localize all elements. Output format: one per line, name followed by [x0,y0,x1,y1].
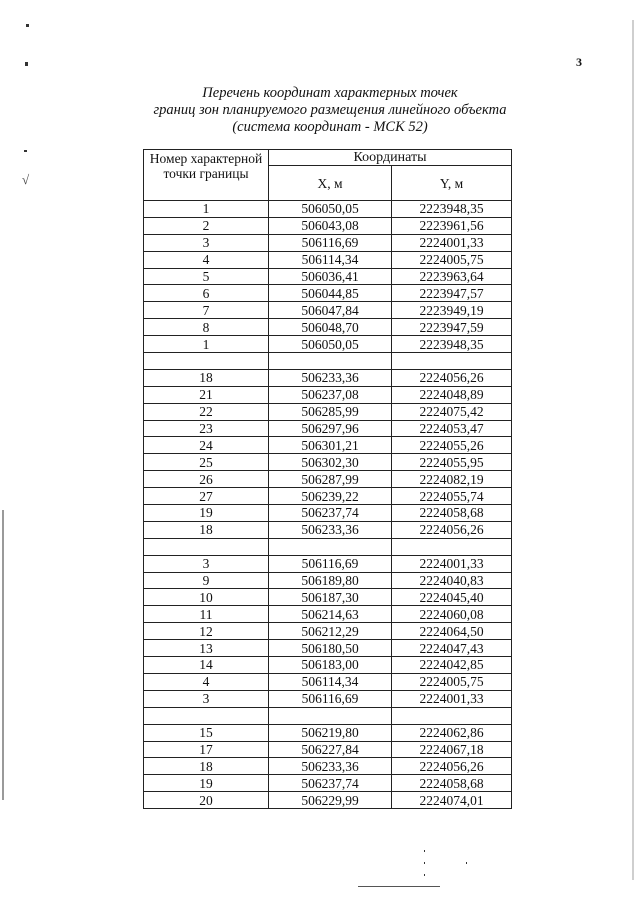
x-coordinate-cell: 506302,30 [269,454,392,471]
table-row [144,234,512,251]
x-coordinate-cell: 506227,84 [269,741,392,758]
table-row [144,775,512,792]
y-coordinate-cell: 2224082,19 [392,471,512,488]
point-number-cell: 4 [144,673,269,690]
table-row [144,454,512,471]
title-line-3: (система координат - МСК 52) [232,119,428,135]
scan-speck [26,24,29,27]
coordinates-table [143,149,512,809]
x-coordinate-cell [269,538,392,555]
y-coordinate-cell: 2224058,68 [392,505,512,522]
x-coordinate-cell: 506043,08 [269,217,392,234]
y-coordinate-cell [392,353,512,370]
y-coordinate-cell [392,538,512,555]
table-row [144,386,512,403]
y-coordinate-cell: 2223948,35 [392,201,512,218]
y-coordinate-cell: 2223947,57 [392,285,512,302]
point-number-cell [144,538,269,555]
y-coordinate-cell: 2223963,64 [392,268,512,285]
point-number-cell: 24 [144,437,269,454]
x-coordinate-cell: 506180,50 [269,640,392,657]
scan-speck [424,874,425,876]
y-coordinate-cell: 2223961,56 [392,217,512,234]
table-row [144,690,512,707]
x-coordinate-cell: 506116,69 [269,234,392,251]
scan-speck [25,62,28,66]
table-row [144,251,512,268]
table-row [144,471,512,488]
point-number-cell: 18 [144,758,269,775]
y-coordinate-cell: 2224056,26 [392,521,512,538]
point-number-cell: 10 [144,589,269,606]
y-coordinate-cell: 2224075,42 [392,403,512,420]
point-number-cell: 15 [144,724,269,741]
scan-edge-left [2,510,4,800]
header-x: X, м [269,166,392,201]
title-line-2: границ зон планируемого размещения линейного объекта [153,102,507,118]
table-row [144,741,512,758]
point-number-cell: 19 [144,775,269,792]
y-coordinate-cell: 2224005,75 [392,673,512,690]
y-coordinate-cell: 2224055,95 [392,454,512,471]
scan-speck [424,850,425,852]
table-row [144,369,512,386]
header-point-number-text: Номер характерной точки границы [149,151,263,181]
y-coordinate-cell [392,707,512,724]
x-coordinate-cell: 506285,99 [269,403,392,420]
point-number-cell [144,353,269,370]
table-row [144,201,512,218]
table-row [144,319,512,336]
x-coordinate-cell: 506114,34 [269,251,392,268]
x-coordinate-cell [269,353,392,370]
x-coordinate-cell: 506036,41 [269,268,392,285]
point-number-cell: 14 [144,657,269,674]
x-coordinate-cell: 506233,36 [269,758,392,775]
scan-speck [424,862,425,864]
x-coordinate-cell: 506050,05 [269,336,392,353]
scan-speck [466,862,467,864]
table-row [144,623,512,640]
scan-speck [24,150,27,152]
y-coordinate-cell: 2224058,68 [392,775,512,792]
y-coordinate-cell: 2224001,33 [392,690,512,707]
x-coordinate-cell: 506297,96 [269,420,392,437]
point-number-cell [144,707,269,724]
table-body [144,201,512,809]
x-coordinate-cell [269,707,392,724]
title-line-1: Перечень координат характерных точек [202,85,458,101]
bottom-rule [358,886,440,887]
point-number-cell: 6 [144,285,269,302]
table-row [144,420,512,437]
point-number-cell: 11 [144,606,269,623]
x-coordinate-cell: 506219,80 [269,724,392,741]
x-coordinate-cell: 506116,69 [269,555,392,572]
point-number-cell: 19 [144,505,269,522]
table-row [144,606,512,623]
y-coordinate-cell: 2224045,40 [392,589,512,606]
y-coordinate-cell: 2223948,35 [392,336,512,353]
point-number-cell: 9 [144,572,269,589]
y-coordinate-cell: 2224056,26 [392,369,512,386]
x-coordinate-cell: 506237,74 [269,505,392,522]
table-row [144,403,512,420]
y-coordinate-cell: 2223949,19 [392,302,512,319]
point-number-cell: 2 [144,217,269,234]
table-row [144,268,512,285]
point-number-cell: 1 [144,336,269,353]
point-number-cell: 3 [144,690,269,707]
x-coordinate-cell: 506044,85 [269,285,392,302]
y-coordinate-cell: 2224064,50 [392,623,512,640]
x-coordinate-cell: 506233,36 [269,369,392,386]
page-number: 3 [576,55,582,69]
document-title [120,85,540,136]
x-coordinate-cell: 506116,69 [269,690,392,707]
y-coordinate-cell: 2224001,33 [392,555,512,572]
point-number-cell: 23 [144,420,269,437]
y-coordinate-cell: 2223947,59 [392,319,512,336]
table-row [144,538,512,555]
y-coordinate-cell: 2224055,74 [392,488,512,505]
table-row [144,657,512,674]
table-row [144,521,512,538]
point-number-cell: 7 [144,302,269,319]
y-coordinate-cell: 2224067,18 [392,741,512,758]
point-number-cell: 3 [144,234,269,251]
x-coordinate-cell: 506183,00 [269,657,392,674]
point-number-cell: 13 [144,640,269,657]
point-number-cell: 4 [144,251,269,268]
table-row [144,505,512,522]
table-row [144,353,512,370]
x-coordinate-cell: 506233,36 [269,521,392,538]
x-coordinate-cell: 506212,29 [269,623,392,640]
y-coordinate-cell: 2224062,86 [392,724,512,741]
point-number-cell: 12 [144,623,269,640]
table-row [144,758,512,775]
point-number-cell: 1 [144,201,269,218]
x-coordinate-cell: 506189,80 [269,572,392,589]
y-coordinate-cell: 2224055,26 [392,437,512,454]
header-y: Y, м [392,166,512,201]
x-coordinate-cell: 506187,30 [269,589,392,606]
point-number-cell: 21 [144,386,269,403]
point-number-cell: 5 [144,268,269,285]
table-row [144,589,512,606]
x-coordinate-cell: 506239,22 [269,488,392,505]
table-row [144,285,512,302]
y-coordinate-cell: 2224074,01 [392,792,512,809]
table-row [144,572,512,589]
y-coordinate-cell: 2224040,83 [392,572,512,589]
y-coordinate-cell: 2224005,75 [392,251,512,268]
table-row [144,724,512,741]
point-number-cell: 18 [144,521,269,538]
point-number-cell: 18 [144,369,269,386]
y-coordinate-cell: 2224056,26 [392,758,512,775]
table-row [144,302,512,319]
point-number-cell: 17 [144,741,269,758]
table-row [144,437,512,454]
point-number-cell: 22 [144,403,269,420]
x-coordinate-cell: 506048,70 [269,319,392,336]
point-number-cell: 20 [144,792,269,809]
table-row [144,673,512,690]
x-coordinate-cell: 506287,99 [269,471,392,488]
y-coordinate-cell: 2224001,33 [392,234,512,251]
x-coordinate-cell: 506214,63 [269,606,392,623]
table-row [144,707,512,724]
header-point-number [144,150,269,201]
table-row [144,488,512,505]
table-row [144,217,512,234]
point-number-cell: 25 [144,454,269,471]
scan-mark: √ [22,172,30,187]
point-number-cell: 3 [144,555,269,572]
x-coordinate-cell: 506237,74 [269,775,392,792]
table-row [144,336,512,353]
x-coordinate-cell: 506229,99 [269,792,392,809]
table-row [144,792,512,809]
point-number-cell: 27 [144,488,269,505]
table-row [144,640,512,657]
y-coordinate-cell: 2224047,43 [392,640,512,657]
y-coordinate-cell: 2224053,47 [392,420,512,437]
scan-edge-right [632,20,634,880]
table-row [144,555,512,572]
x-coordinate-cell: 506301,21 [269,437,392,454]
y-coordinate-cell: 2224042,85 [392,657,512,674]
point-number-cell: 26 [144,471,269,488]
y-coordinate-cell: 2224048,89 [392,386,512,403]
x-coordinate-cell: 506237,08 [269,386,392,403]
header-coordinates: Координаты [269,150,512,166]
point-number-cell: 8 [144,319,269,336]
x-coordinate-cell: 506047,84 [269,302,392,319]
y-coordinate-cell: 2224060,08 [392,606,512,623]
x-coordinate-cell: 506050,05 [269,201,392,218]
x-coordinate-cell: 506114,34 [269,673,392,690]
